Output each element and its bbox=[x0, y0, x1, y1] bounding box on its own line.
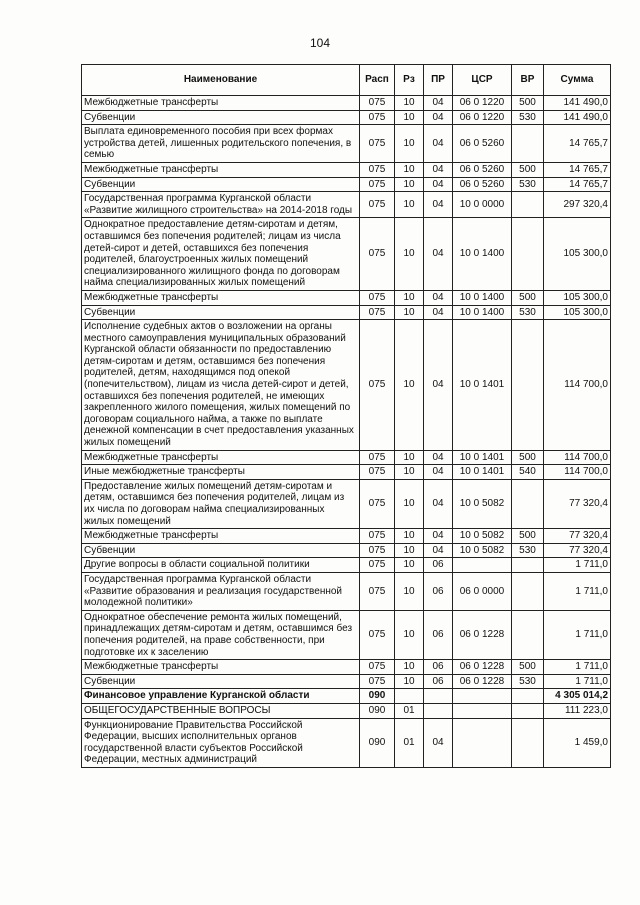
cell-rasp: 075 bbox=[360, 660, 395, 675]
table-row bbox=[82, 543, 611, 558]
cell-csr: 10 0 5082 bbox=[453, 479, 512, 528]
cell-rasp: 075 bbox=[360, 290, 395, 305]
cell-pr: 04 bbox=[424, 718, 453, 767]
cell-rasp: 075 bbox=[360, 110, 395, 125]
table-row bbox=[82, 610, 611, 659]
table-row bbox=[82, 125, 611, 163]
cell-sum: 114 700,0 bbox=[544, 450, 611, 465]
cell-vr bbox=[512, 479, 544, 528]
cell-name: ОБЩЕГОСУДАРСТВЕННЫЕ ВОПРОСЫ bbox=[82, 703, 360, 718]
cell-csr: 10 0 1400 bbox=[453, 305, 512, 320]
cell-sum: 1 711,0 bbox=[544, 610, 611, 659]
cell-rasp: 075 bbox=[360, 572, 395, 610]
cell-rz: 01 bbox=[395, 703, 424, 718]
cell-name: Государственная программа Курганской области «Развитие образования и реализация государственной молодежной политики» bbox=[82, 572, 360, 610]
cell-rasp: 090 bbox=[360, 718, 395, 767]
header-sum: Сумма bbox=[544, 65, 611, 96]
cell-pr: 04 bbox=[424, 543, 453, 558]
table-row bbox=[82, 290, 611, 305]
cell-name: Межбюджетные трансферты bbox=[82, 450, 360, 465]
cell-rz bbox=[395, 689, 424, 704]
cell-vr bbox=[512, 558, 544, 573]
cell-name: Исполнение судебных актов о возложении на органы местного самоуправления муниципальных образований Курганской области обязанности по предоставлению детям-сиротам и детям, оставшимся без попечения родителей, детям, находящимся под опекой (попечительством), лицам из числа детей-сирот и детей, оставшихся без попечения родителей, не имеющих закрепленного жилого помещения, жилых помещений по договорам социального найма, а также по выплате денежной компенсации в счет предоставления указанных жилых помещений bbox=[82, 320, 360, 451]
cell-csr bbox=[453, 689, 512, 704]
cell-pr: 04 bbox=[424, 305, 453, 320]
cell-rasp: 075 bbox=[360, 305, 395, 320]
cell-pr bbox=[424, 689, 453, 704]
cell-rasp: 075 bbox=[360, 529, 395, 544]
cell-rz: 10 bbox=[395, 177, 424, 192]
cell-name: Однократное обеспечение ремонта жилых помещений, принадлежащих детям-сиротам и детям, оставшимся без попечения родителей, на праве собственности, при подготовке их к заселению bbox=[82, 610, 360, 659]
cell-rz: 10 bbox=[395, 320, 424, 451]
cell-sum: 114 700,0 bbox=[544, 320, 611, 451]
table-row bbox=[82, 674, 611, 689]
cell-csr bbox=[453, 718, 512, 767]
cell-pr: 04 bbox=[424, 177, 453, 192]
cell-rz: 10 bbox=[395, 558, 424, 573]
cell-rz: 10 bbox=[395, 162, 424, 177]
cell-name: Субвенции bbox=[82, 110, 360, 125]
page-number: 104 bbox=[309, 36, 331, 50]
cell-pr: 04 bbox=[424, 450, 453, 465]
cell-vr bbox=[512, 320, 544, 451]
table-row bbox=[82, 320, 611, 451]
cell-sum: 111 223,0 bbox=[544, 703, 611, 718]
cell-vr bbox=[512, 572, 544, 610]
cell-vr: 530 bbox=[512, 177, 544, 192]
header-rasp: Расп bbox=[360, 65, 395, 96]
cell-sum: 77 320,4 bbox=[544, 479, 611, 528]
cell-rasp: 075 bbox=[360, 450, 395, 465]
cell-csr: 06 0 1228 bbox=[453, 610, 512, 659]
cell-pr: 06 bbox=[424, 558, 453, 573]
cell-csr: 06 0 1220 bbox=[453, 110, 512, 125]
table-body bbox=[82, 96, 611, 768]
cell-rasp: 090 bbox=[360, 689, 395, 704]
cell-rz: 10 bbox=[395, 290, 424, 305]
cell-vr: 500 bbox=[512, 96, 544, 111]
cell-rz: 10 bbox=[395, 529, 424, 544]
cell-rz: 10 bbox=[395, 305, 424, 320]
cell-name: Межбюджетные трансферты bbox=[82, 162, 360, 177]
table-row bbox=[82, 450, 611, 465]
cell-pr bbox=[424, 703, 453, 718]
cell-rz: 10 bbox=[395, 674, 424, 689]
cell-sum: 14 765,7 bbox=[544, 177, 611, 192]
cell-pr: 04 bbox=[424, 162, 453, 177]
cell-csr: 10 0 5082 bbox=[453, 543, 512, 558]
cell-vr: 500 bbox=[512, 290, 544, 305]
header-pr: ПР bbox=[424, 65, 453, 96]
cell-sum: 4 305 014,2 bbox=[544, 689, 611, 704]
table-row bbox=[82, 558, 611, 573]
cell-sum: 141 490,0 bbox=[544, 110, 611, 125]
cell-csr: 10 0 5082 bbox=[453, 529, 512, 544]
cell-csr: 06 0 5260 bbox=[453, 125, 512, 163]
table-row bbox=[82, 703, 611, 718]
cell-name: Субвенции bbox=[82, 543, 360, 558]
cell-name: Межбюджетные трансферты bbox=[82, 96, 360, 111]
cell-sum: 1 711,0 bbox=[544, 660, 611, 675]
cell-csr bbox=[453, 703, 512, 718]
cell-rz: 10 bbox=[395, 610, 424, 659]
cell-name: Субвенции bbox=[82, 305, 360, 320]
cell-csr: 10 0 1400 bbox=[453, 290, 512, 305]
table-row bbox=[82, 689, 611, 704]
cell-rz: 10 bbox=[395, 96, 424, 111]
cell-pr: 04 bbox=[424, 479, 453, 528]
header-csr: ЦСР bbox=[453, 65, 512, 96]
cell-vr bbox=[512, 689, 544, 704]
cell-sum: 114 700,0 bbox=[544, 465, 611, 480]
table-row bbox=[82, 660, 611, 675]
cell-rasp: 075 bbox=[360, 674, 395, 689]
cell-vr bbox=[512, 610, 544, 659]
header-name: Наименование bbox=[82, 65, 360, 96]
table-row bbox=[82, 162, 611, 177]
cell-pr: 06 bbox=[424, 674, 453, 689]
cell-rz: 01 bbox=[395, 718, 424, 767]
cell-vr: 530 bbox=[512, 305, 544, 320]
cell-sum: 1 711,0 bbox=[544, 558, 611, 573]
table-row bbox=[82, 96, 611, 111]
table-row bbox=[82, 110, 611, 125]
cell-vr bbox=[512, 718, 544, 767]
cell-pr: 04 bbox=[424, 320, 453, 451]
cell-rasp: 075 bbox=[360, 162, 395, 177]
cell-name: Межбюджетные трансферты bbox=[82, 660, 360, 675]
table-row bbox=[82, 718, 611, 767]
cell-name: Однократное предоставление детям-сиротам и детям, оставшимся без попечения родителей; лицам из числа детей-сирот и детей, оставшихся без попечения родителей, благоустроенных жилых помещений специализированного жилищного фонда по договорам найма специализированных жилых помещений bbox=[82, 218, 360, 291]
cell-rasp: 075 bbox=[360, 610, 395, 659]
cell-sum: 141 490,0 bbox=[544, 96, 611, 111]
cell-rz: 10 bbox=[395, 660, 424, 675]
cell-csr: 06 0 5260 bbox=[453, 177, 512, 192]
cell-pr: 06 bbox=[424, 660, 453, 675]
cell-name: Выплата единовременного пособия при всех формах устройства детей, лишенных родительского попечения, в семью bbox=[82, 125, 360, 163]
cell-rasp: 075 bbox=[360, 218, 395, 291]
cell-name: Государственная программа Курганской области «Развитие жилищного строительства» на 2014-2018 годы bbox=[82, 192, 360, 218]
cell-name: Другие вопросы в области социальной политики bbox=[82, 558, 360, 573]
cell-sum: 297 320,4 bbox=[544, 192, 611, 218]
cell-vr: 530 bbox=[512, 110, 544, 125]
cell-rasp: 075 bbox=[360, 320, 395, 451]
cell-name: Межбюджетные трансферты bbox=[82, 290, 360, 305]
cell-vr bbox=[512, 703, 544, 718]
cell-rasp: 075 bbox=[360, 479, 395, 528]
cell-sum: 14 765,7 bbox=[544, 162, 611, 177]
cell-rasp: 075 bbox=[360, 465, 395, 480]
cell-sum: 1 711,0 bbox=[544, 674, 611, 689]
cell-sum: 77 320,4 bbox=[544, 543, 611, 558]
cell-vr bbox=[512, 125, 544, 163]
cell-pr: 06 bbox=[424, 572, 453, 610]
cell-pr: 04 bbox=[424, 529, 453, 544]
cell-rz: 10 bbox=[395, 450, 424, 465]
cell-name: Субвенции bbox=[82, 674, 360, 689]
cell-rasp: 090 bbox=[360, 703, 395, 718]
cell-vr: 500 bbox=[512, 162, 544, 177]
cell-pr: 04 bbox=[424, 290, 453, 305]
cell-pr: 04 bbox=[424, 96, 453, 111]
cell-csr: 10 0 1400 bbox=[453, 218, 512, 291]
cell-pr: 04 bbox=[424, 110, 453, 125]
table-header-row bbox=[82, 65, 611, 96]
cell-csr: 06 0 0000 bbox=[453, 572, 512, 610]
cell-vr: 500 bbox=[512, 529, 544, 544]
cell-rz: 10 bbox=[395, 465, 424, 480]
cell-rz: 10 bbox=[395, 125, 424, 163]
cell-rz: 10 bbox=[395, 218, 424, 291]
cell-vr: 500 bbox=[512, 660, 544, 675]
header-vr: ВР bbox=[512, 65, 544, 96]
cell-pr: 04 bbox=[424, 192, 453, 218]
cell-rasp: 075 bbox=[360, 177, 395, 192]
cell-name: Межбюджетные трансферты bbox=[82, 529, 360, 544]
cell-rz: 10 bbox=[395, 543, 424, 558]
table-row bbox=[82, 529, 611, 544]
table-row bbox=[82, 305, 611, 320]
cell-rasp: 075 bbox=[360, 192, 395, 218]
cell-sum: 105 300,0 bbox=[544, 218, 611, 291]
cell-csr: 10 0 1401 bbox=[453, 465, 512, 480]
cell-name: Финансовое управление Курганской области bbox=[82, 689, 360, 704]
table-row bbox=[82, 192, 611, 218]
cell-csr: 10 0 0000 bbox=[453, 192, 512, 218]
cell-rasp: 075 bbox=[360, 96, 395, 111]
cell-vr bbox=[512, 192, 544, 218]
cell-sum: 1 711,0 bbox=[544, 572, 611, 610]
cell-rz: 10 bbox=[395, 110, 424, 125]
cell-csr: 06 0 5260 bbox=[453, 162, 512, 177]
cell-csr: 06 0 1220 bbox=[453, 96, 512, 111]
cell-pr: 04 bbox=[424, 465, 453, 480]
cell-sum: 105 300,0 bbox=[544, 290, 611, 305]
cell-csr: 10 0 1401 bbox=[453, 450, 512, 465]
cell-csr: 06 0 1228 bbox=[453, 674, 512, 689]
cell-rz: 10 bbox=[395, 479, 424, 528]
cell-vr: 530 bbox=[512, 543, 544, 558]
cell-vr: 540 bbox=[512, 465, 544, 480]
cell-sum: 77 320,4 bbox=[544, 529, 611, 544]
cell-name: Иные межбюджетные трансферты bbox=[82, 465, 360, 480]
cell-pr: 04 bbox=[424, 218, 453, 291]
cell-csr: 10 0 1401 bbox=[453, 320, 512, 451]
cell-rz: 10 bbox=[395, 572, 424, 610]
cell-sum: 1 459,0 bbox=[544, 718, 611, 767]
cell-vr: 530 bbox=[512, 674, 544, 689]
cell-rasp: 075 bbox=[360, 543, 395, 558]
cell-rasp: 075 bbox=[360, 558, 395, 573]
table-row bbox=[82, 465, 611, 480]
cell-pr: 04 bbox=[424, 125, 453, 163]
cell-pr: 06 bbox=[424, 610, 453, 659]
table-row bbox=[82, 479, 611, 528]
cell-vr: 500 bbox=[512, 450, 544, 465]
cell-name: Предоставление жилых помещений детям-сиротам и детям, оставшимся без попечения родителей, лицам из их числа по договорам найма специализированных жилых помещений bbox=[82, 479, 360, 528]
cell-rasp: 075 bbox=[360, 125, 395, 163]
cell-sum: 105 300,0 bbox=[544, 305, 611, 320]
header-rz: Рз bbox=[395, 65, 424, 96]
cell-csr: 06 0 1228 bbox=[453, 660, 512, 675]
table-row bbox=[82, 218, 611, 291]
table-row bbox=[82, 572, 611, 610]
cell-name: Функционирование Правительства Российской Федерации, высших исполнительных органов государственной власти субъектов Российской Федерации, местных администраций bbox=[82, 718, 360, 767]
table-row bbox=[82, 177, 611, 192]
cell-sum: 14 765,7 bbox=[544, 125, 611, 163]
budget-table bbox=[81, 64, 611, 768]
cell-csr bbox=[453, 558, 512, 573]
cell-vr bbox=[512, 218, 544, 291]
cell-rz: 10 bbox=[395, 192, 424, 218]
cell-name: Субвенции bbox=[82, 177, 360, 192]
